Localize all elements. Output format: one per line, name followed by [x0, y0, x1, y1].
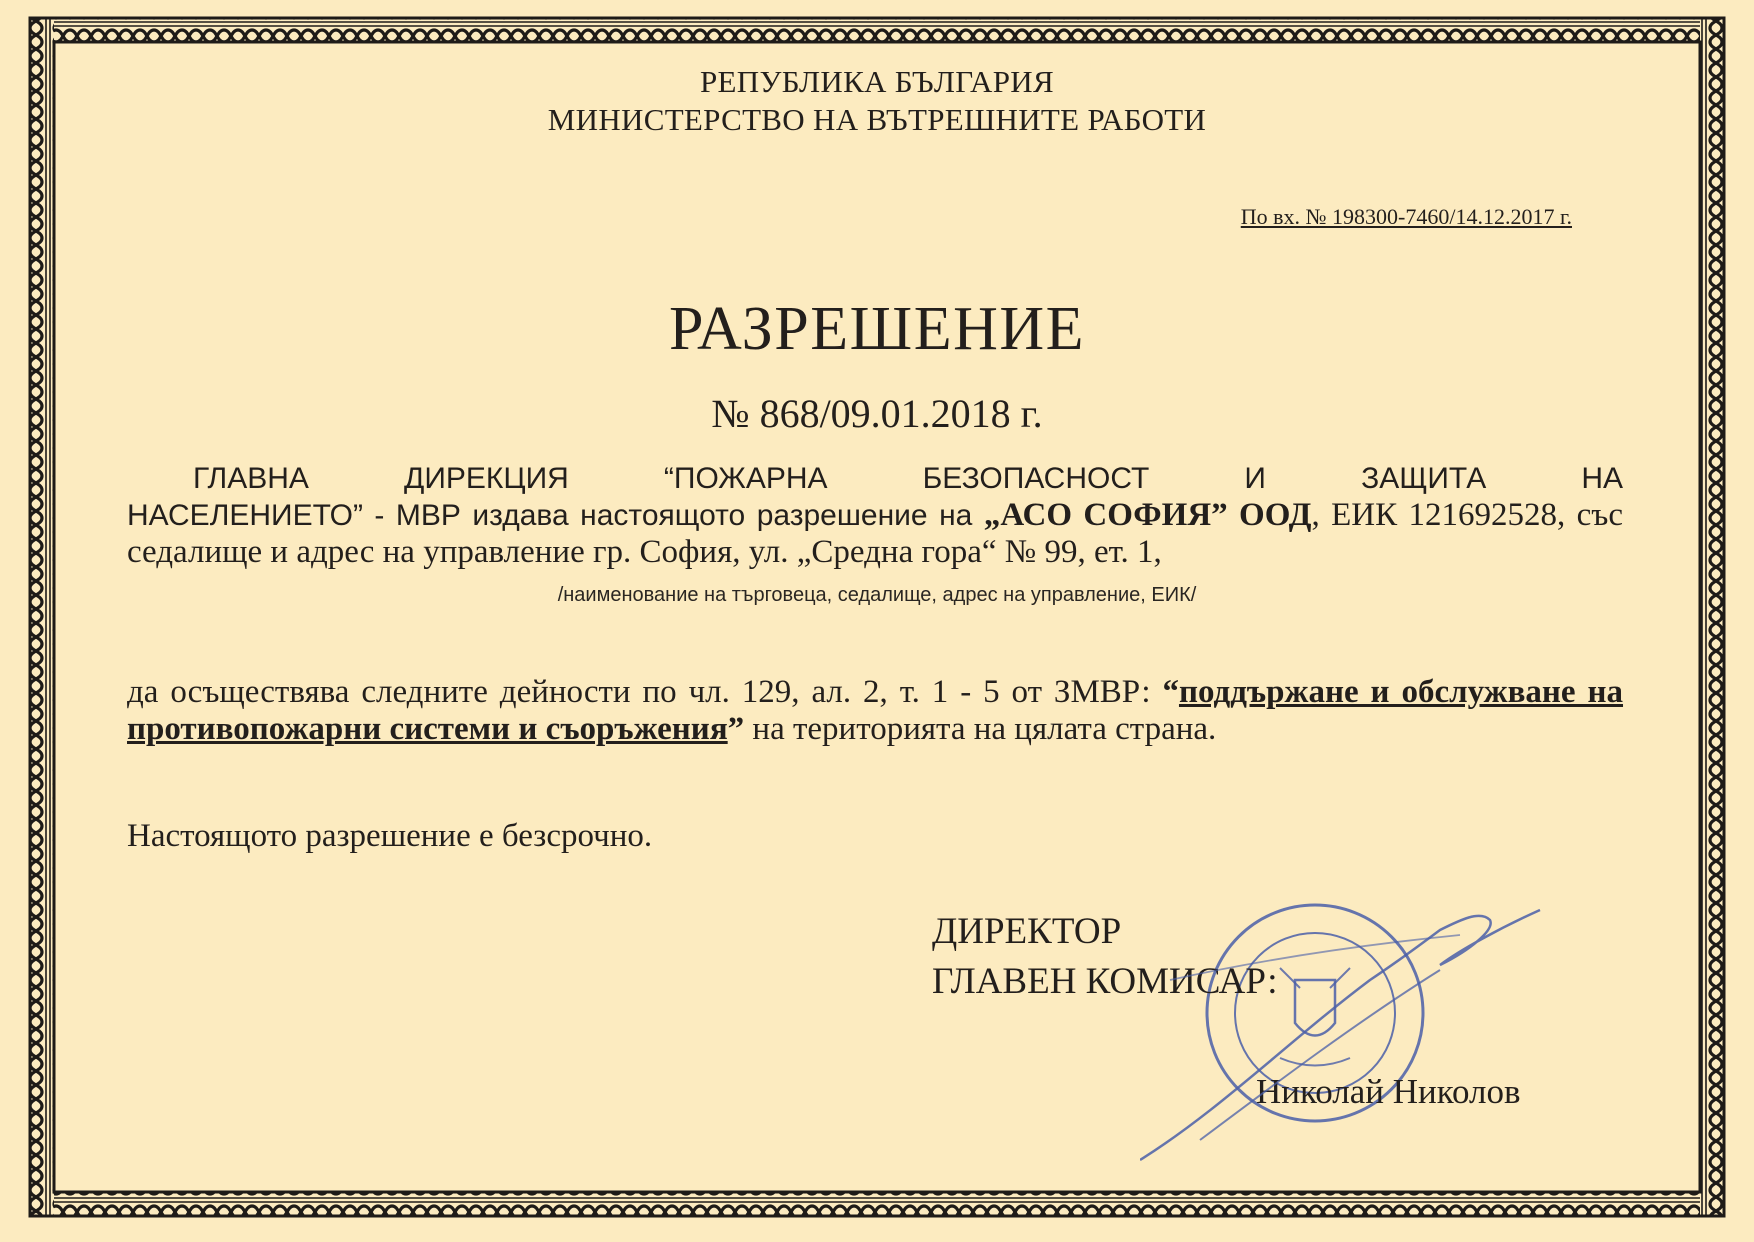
document-title: РАЗРЕШЕНИЕ — [668, 295, 1086, 363]
issuer-text-b: , ЕИК 121692528, със седалище и адрес на управление гр. София, ул. „Средна гора“ № 99, ет. 1, — [127, 497, 1623, 570]
quote-open: “ — [1162, 674, 1179, 710]
signatory-name: Николай Николов — [1256, 1072, 1521, 1111]
incoming-reference: По вх. № 198300-7460/14.12.2017 г. — [1240, 204, 1572, 229]
country-heading: РЕПУБЛИКА БЪЛГАРИЯ — [700, 64, 1054, 99]
ministry-heading: МИНИСТЕРСТВО НА ВЪТРЕШНИТЕ РАБОТИ — [547, 102, 1207, 137]
activity-name: поддържане и обслужване на противопожарни системи и съоръжения — [127, 674, 1624, 747]
company-name: „АСО СОФИЯ” ООД — [983, 497, 1312, 533]
permit-number: № 868/09.01.2018 г. — [711, 391, 1043, 436]
signatory-title-2: ГЛАВЕН КОМИСАР: — [932, 961, 1278, 1002]
quote-close: ” — [727, 711, 745, 747]
activity-text-a: да осъществява следните дейности по чл. 129, ал. 2, т. 1 - 5 от ЗМВР: — [127, 674, 1163, 710]
handwritten-signature — [1140, 890, 1560, 1170]
issuer-text-a: НАСЕЛЕНИЕТО” - МВР издава настоящото разрешение на — [127, 499, 984, 532]
issuer-line: ГЛАВНА ДИРЕКЦИЯ “ПОЖАРНА БЕЗОПАСНОСТ И ЗАЩИТА НА — [193, 462, 1623, 495]
field-caption: /наименование на търговеца, седалище, адрес на управление, ЕИК/ — [557, 584, 1197, 606]
activity-paragraph — [127, 674, 1623, 748]
issuer-paragraph — [127, 460, 1623, 571]
signatory-title-1: ДИРЕКТОР — [932, 911, 1122, 952]
activity-text-b: на територията на цялата страна. — [744, 711, 1217, 747]
validity-statement: Настоящото разрешение е безсрочно. — [127, 818, 653, 854]
